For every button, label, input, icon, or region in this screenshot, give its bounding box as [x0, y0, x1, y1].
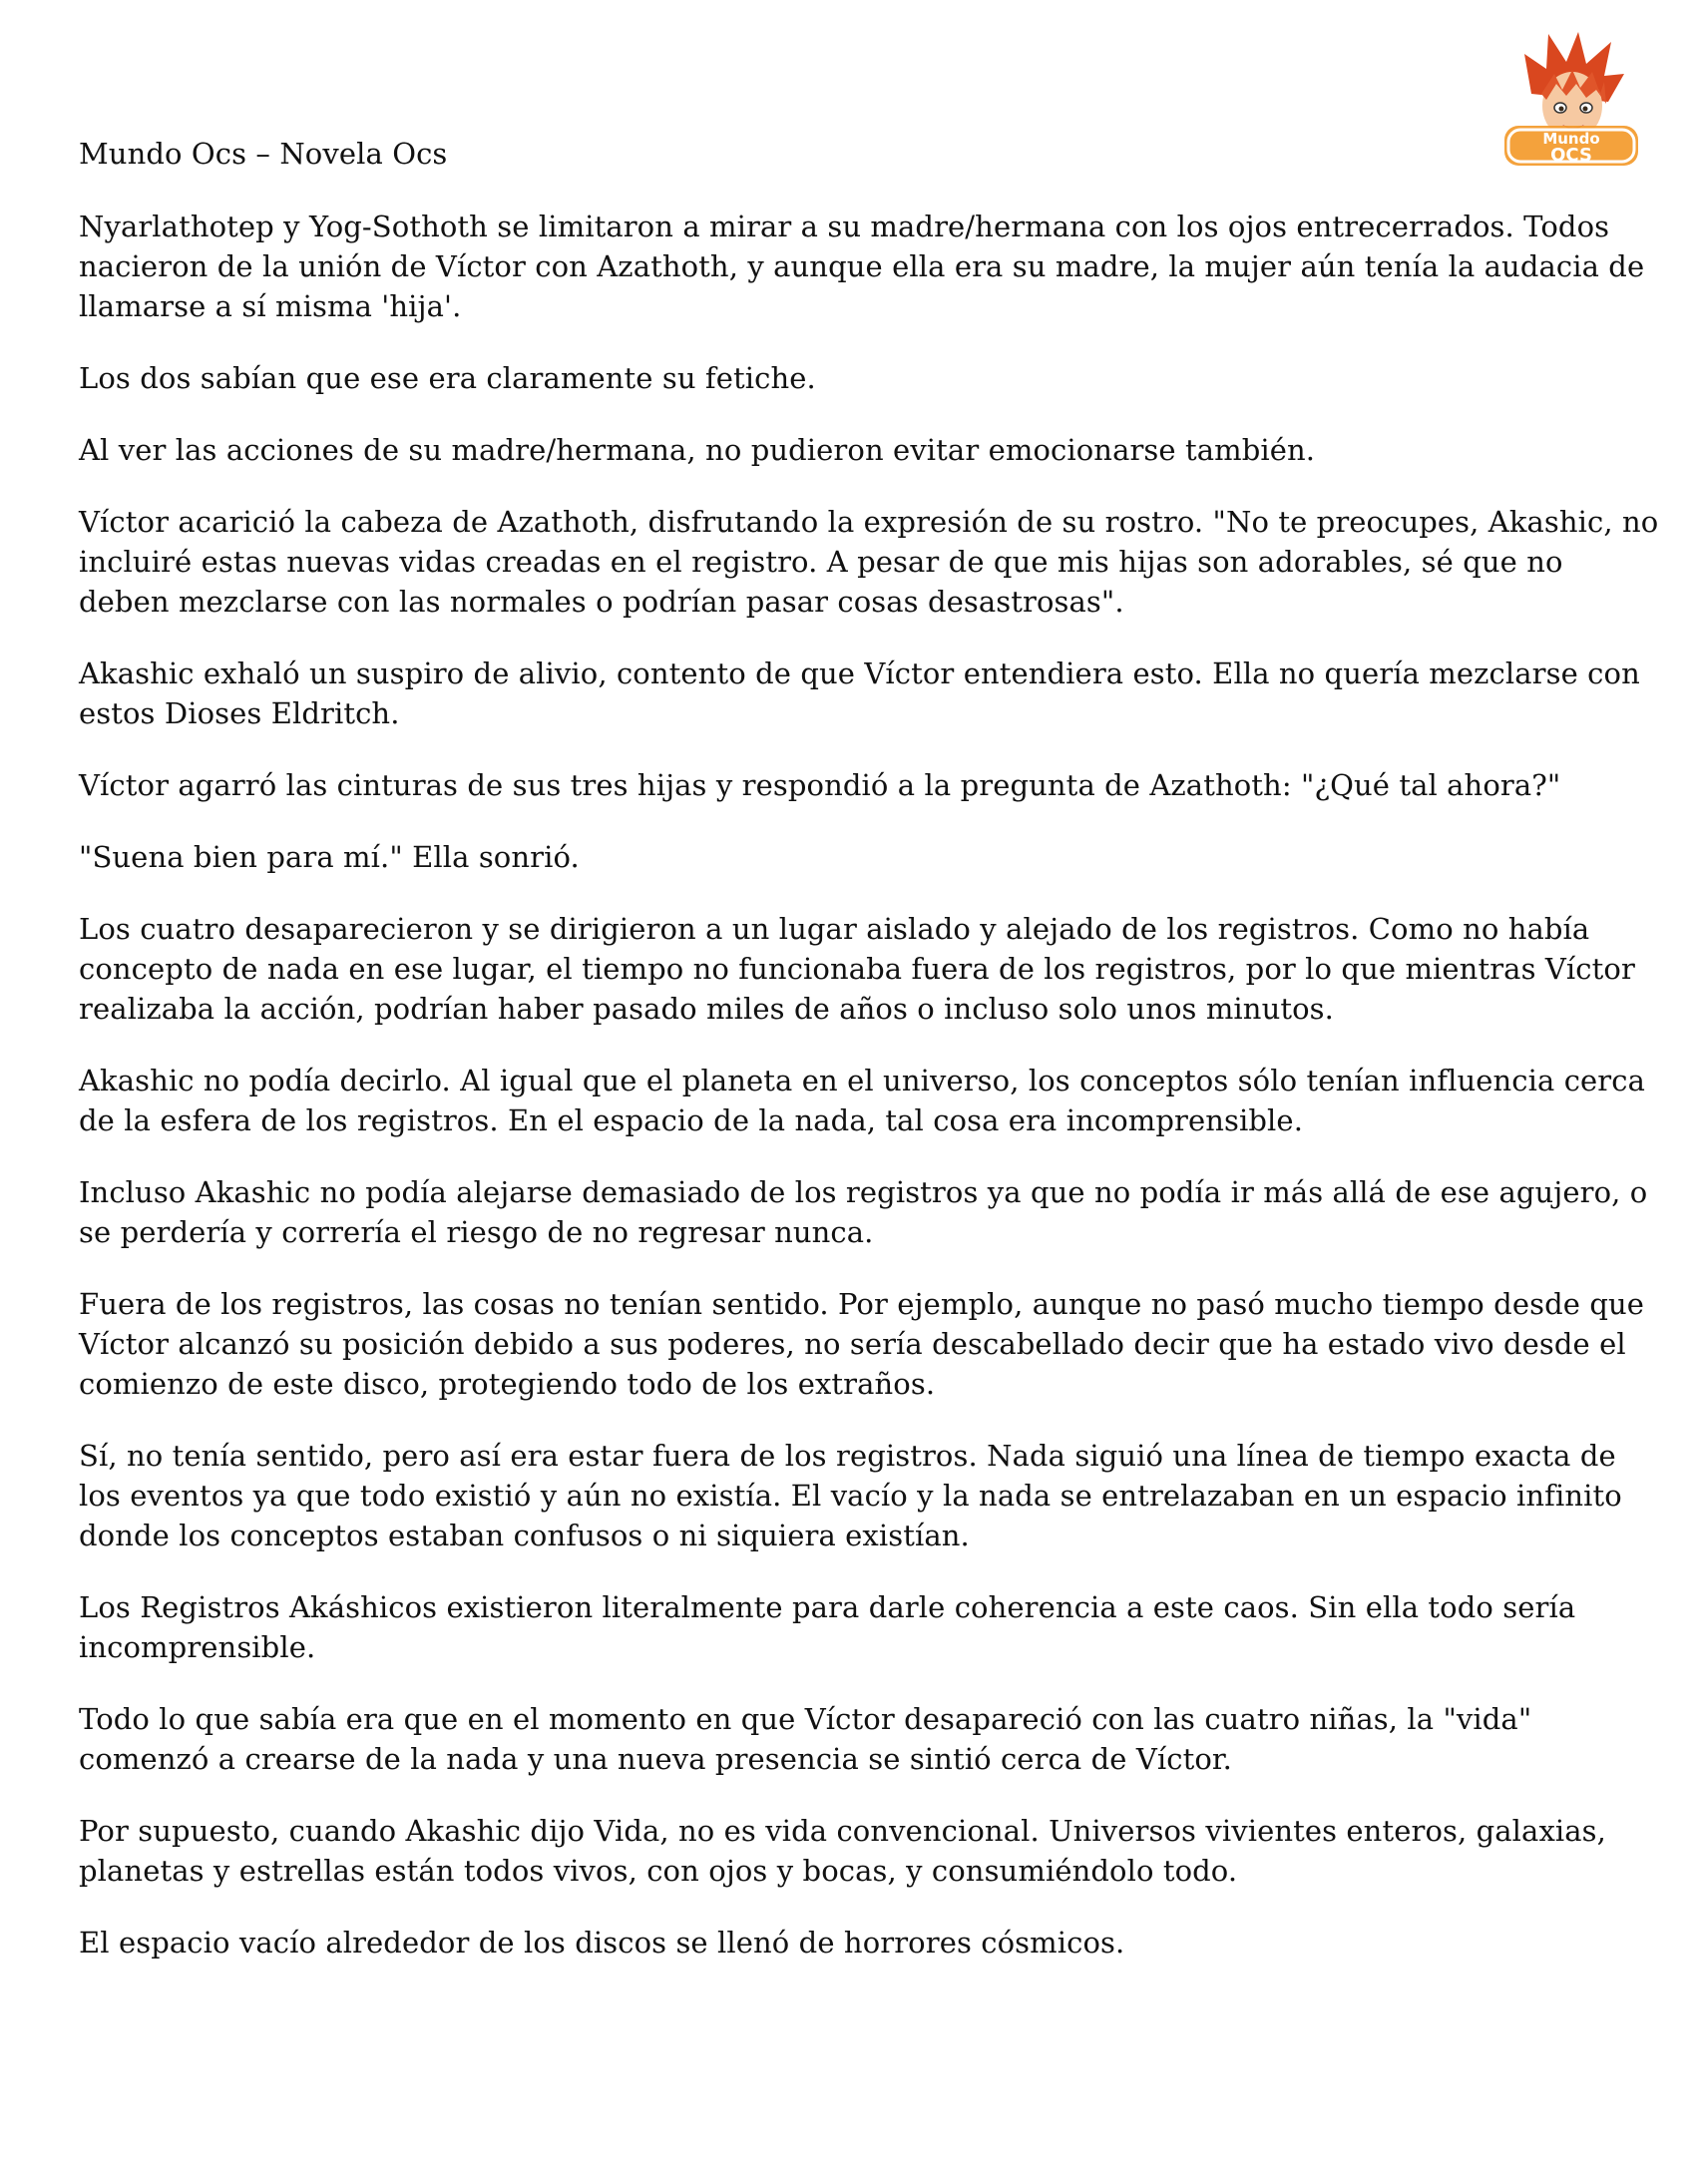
paragraph: Al ver las acciones de su madre/hermana, no pudieron evitar emocionarse también.: [79, 433, 1316, 467]
paragraph: Víctor acarició la cabeza de Azathoth, disfrutando la expresión de su rostro. "No te preocupes, Akashic, no incluiré estas nuevas vidas creadas en el registro. A pesar de que mis hijas son adorables, sé que no deben mezclarse con las normales o podrían pasar cosas desastrosas".: [79, 505, 1659, 619]
paragraph: Víctor agarró las cinturas de sus tres hijas y respondió a la pregunta de Azathoth: "¿Qué tal ahora?": [79, 768, 1561, 802]
paragraph: Los dos sabían que ese era claramente su fetiche.: [79, 361, 816, 395]
paragraph: Sí, no tenía sentido, pero así era estar fuera de los registros. Nada siguió una línea de tiempo exacta de los eventos ya que todo existió y aún no existía. El vacío y la nada se entrelazaban en un espacio infinito donde los conceptos estaban confusos o ni siquiera existían.: [79, 1439, 1622, 1552]
paragraph: Nyarlathotep y Yog-Sothoth se limitaron a mirar a su madre/hermana con los ojos entrecerrados. Todos nacieron de la unión de Víctor con Azathoth, y aunque ella era su madre, la mujer aún tenía la audacia de llamarse a sí misma 'hija'.: [79, 210, 1645, 323]
paragraph: Los cuatro desaparecieron y se dirigieron a un lugar aislado y alejado de los registros. Como no había concepto de nada en ese lugar, el tiempo no funcionaba fuera de los registros, por lo que mientras Víctor realizaba la acción, podrían haber pasado miles de años o incluso solo unos minutos.: [79, 912, 1635, 1026]
page-header-title: Mundo Ocs – Novela Ocs: [79, 137, 448, 171]
svg-text:OCS: OCS: [1550, 145, 1592, 166]
paragraph: Todo lo que sabía era que en el momento en que Víctor desapareció con las cuatro niñas, la "vida" comenzó a crearse de la nada y una nueva presencia se sintió cerca de Víctor.: [79, 1702, 1532, 1776]
paragraph: Akashic exhaló un suspiro de alivio, contento de que Víctor entendiera esto. Ella no quería mezclarse con estos Dioses Eldritch.: [79, 656, 1640, 730]
svg-text:Mundo: Mundo: [1542, 130, 1600, 148]
paragraph: El espacio vacío alrededor de los discos se llenó de horrores cósmicos.: [79, 1926, 1125, 1960]
document-body: [79, 207, 1660, 1994]
paragraph: Fuera de los registros, las cosas no tenían sentido. Por ejemplo, aunque no pasó mucho tiempo desde que Víctor alcanzó su posición debido a sus poderes, no sería descabellado decir que ha estado vivo desde el comienzo de este disco, protegiendo todo de los extraños.: [79, 1287, 1645, 1401]
paragraph: Akashic no podía decirlo. Al igual que el planeta en el universo, los conceptos sólo tenían influencia cerca de la esfera de los registros. En el espacio de la nada, tal cosa era incomprensible.: [79, 1064, 1646, 1137]
paragraph: "Suena bien para mí." Ella sonrió.: [79, 840, 580, 874]
mundo-ocs-logo: [1496, 24, 1646, 174]
paragraph: Por supuesto, cuando Akashic dijo Vida, no es vida convencional. Universos vivientes enteros, galaxias, planetas y estrellas están todos vivos, con ojos y bocas, y consumiéndolo todo.: [79, 1814, 1606, 1888]
paragraph: Los Registros Akáshicos existieron literalmente para darle coherencia a este caos. Sin ella todo sería incomprensible.: [79, 1590, 1576, 1664]
paragraph: Incluso Akashic no podía alejarse demasiado de los registros ya que no podía ir más allá de ese agujero, o se perdería y correría el riesgo de no regresar nunca.: [79, 1175, 1648, 1249]
